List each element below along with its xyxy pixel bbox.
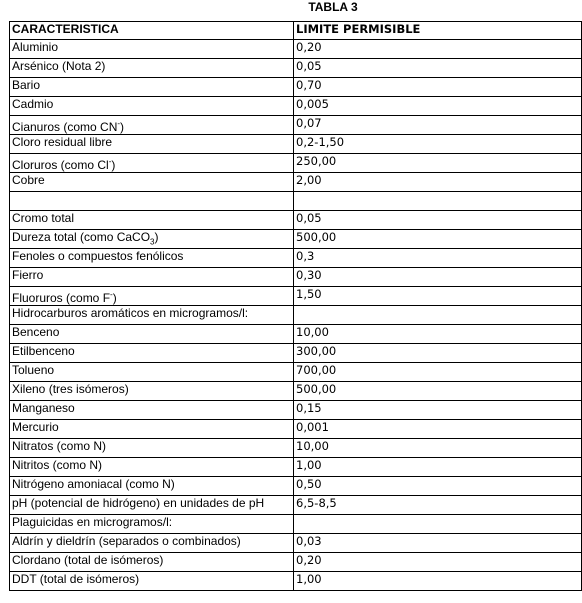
table-row [10,230,582,249]
limit-cell: 1,00 [294,458,582,477]
characteristic-text: Cloro residual libre [12,135,113,149]
characteristic-text-suffix: ) [120,120,125,134]
limit-cell [294,306,582,325]
characteristic-text: Hidrocarburos aromáticos en microgramos/l: [12,306,249,320]
table-header-row [10,22,582,40]
limit-cell [294,192,582,211]
characteristic-cell [10,192,294,211]
characteristic-cell [10,325,294,344]
characteristic-text: DDT (total de isómeros) [12,572,140,586]
table-row [10,154,582,173]
table-row [10,553,582,572]
characteristic-text: Fierro [12,268,44,282]
table-row [10,211,582,230]
characteristic-text: Nitratos (como N) [12,439,107,453]
characteristic-text: Etilbenceno [12,344,75,358]
characteristic-cell [10,572,294,591]
characteristic-cell [10,59,294,78]
limit-cell: 1,50 [294,287,582,306]
characteristic-cell [10,458,294,477]
characteristic-cell [10,344,294,363]
characteristic-text: Tolueno [12,363,55,377]
table-row [10,116,582,135]
characteristic-cell [10,97,294,116]
characteristic-text: Aldrín y dieldrín (separados o combinados) [12,534,241,548]
characteristic-text: Dureza total (como CaCO [12,230,151,244]
limit-cell: 500,00 [294,230,582,249]
characteristic-cell [10,363,294,382]
characteristic-text: Nitritos (como N) [12,458,103,472]
table-row [10,420,582,439]
characteristic-cell [10,420,294,439]
header-characteristic: CARACTERISTICA [10,22,294,40]
limit-cell: 0,001 [294,420,582,439]
characteristic-cell [10,477,294,496]
limit-cell: 0,2-1,50 [294,135,582,154]
subscript: 3 [150,237,155,247]
characteristic-text: Bario [12,78,41,92]
table-row [10,439,582,458]
characteristic-text: Mercurio [12,420,59,434]
limit-cell: 500,00 [294,382,582,401]
characteristic-cell [10,78,294,97]
characteristic-cell [10,230,294,249]
limit-cell: 250,00 [294,154,582,173]
characteristic-cell [10,382,294,401]
characteristic-text: Plaguicidas en microgramos/l: [12,515,173,529]
superscript: - [117,119,121,128]
table-row [10,40,582,59]
characteristic-cell [10,40,294,59]
limit-cell: 0,20 [294,40,582,59]
characteristic-cell [10,496,294,515]
limit-cell: 2,00 [294,173,582,192]
table-row [10,59,582,78]
limit-cell: 0,3 [294,249,582,268]
limit-cell: 0,30 [294,268,582,287]
table-row [10,268,582,287]
superscript: - [108,157,112,166]
characteristic-text: Xileno (tres isómeros) [12,382,129,396]
table-row [10,496,582,515]
characteristic-text: Fluoruros (como F [12,291,111,305]
limit-cell: 300,00 [294,344,582,363]
limit-cell: 10,00 [294,439,582,458]
characteristic-cell [10,553,294,572]
table-row [10,249,582,268]
characteristic-cell [10,401,294,420]
characteristic-text: Cromo total [12,211,75,225]
table-row [10,534,582,553]
characteristic-text-suffix: ) [112,291,117,305]
table-row [10,192,582,211]
characteristic-cell [10,135,294,154]
limit-cell: 0,07 [294,116,582,135]
characteristic-text: Manganeso [12,401,75,415]
limit-cell [294,515,582,534]
characteristic-text: Aluminio [12,40,59,54]
characteristic-text: Benceno [12,325,60,339]
header-limit: LIMITE PERMISIBLE [294,22,582,40]
superscript: - [110,290,113,299]
table-row [10,344,582,363]
characteristic-cell [10,116,294,135]
limit-cell: 0,20 [294,553,582,572]
characteristic-text: Nitrógeno amoniacal (como N) [12,477,175,491]
table-row [10,572,582,591]
limit-cell: 1,00 [294,572,582,591]
characteristic-text-suffix: ) [154,230,159,244]
characteristic-text: Cadmio [12,97,54,111]
characteristic-cell [10,249,294,268]
limit-cell: 10,00 [294,325,582,344]
characteristic-cell [10,287,294,306]
characteristic-text: Cobre [12,173,45,187]
limit-cell: 0,03 [294,534,582,553]
characteristic-text-suffix: ) [111,158,116,172]
characteristic-cell [10,515,294,534]
characteristic-cell [10,211,294,230]
limit-cell: 0,05 [294,59,582,78]
characteristic-cell [10,534,294,553]
table-row [10,97,582,116]
characteristic-text: Cloruros (como Cl [12,158,109,172]
table-row [10,78,582,97]
table-title: TABLA 3 [308,0,358,14]
limit-cell: 0,70 [294,78,582,97]
table-row [10,477,582,496]
table-row [10,306,582,325]
table-row [10,363,582,382]
table-row [10,515,582,534]
characteristic-text: pH (potencial de hidrógeno) en unidades de pH [12,496,265,510]
characteristic-cell [10,439,294,458]
characteristic-text: Fenoles o compuestos fenólicos [12,249,184,263]
characteristic-cell [10,173,294,192]
limit-cell: 0,50 [294,477,582,496]
characteristic-text: Arsénico (Nota 2) [12,59,106,73]
characteristic-text: Clordano (total de isómeros) [12,553,164,567]
table-row [10,325,582,344]
limit-cell: 700,00 [294,363,582,382]
limit-cell: 0,05 [294,211,582,230]
limit-cell: 0,005 [294,97,582,116]
table-row [10,135,582,154]
limits-table [9,21,582,591]
limit-cell: 6,5-8,5 [294,496,582,515]
table-row [10,458,582,477]
table-row [10,287,582,306]
characteristic-text: Cianuros (como CN [12,120,118,134]
characteristic-cell [10,268,294,287]
table-row [10,382,582,401]
table-row [10,173,582,192]
characteristic-cell [10,154,294,173]
table-row [10,401,582,420]
limit-cell: 0,15 [294,401,582,420]
characteristic-cell [10,306,294,325]
